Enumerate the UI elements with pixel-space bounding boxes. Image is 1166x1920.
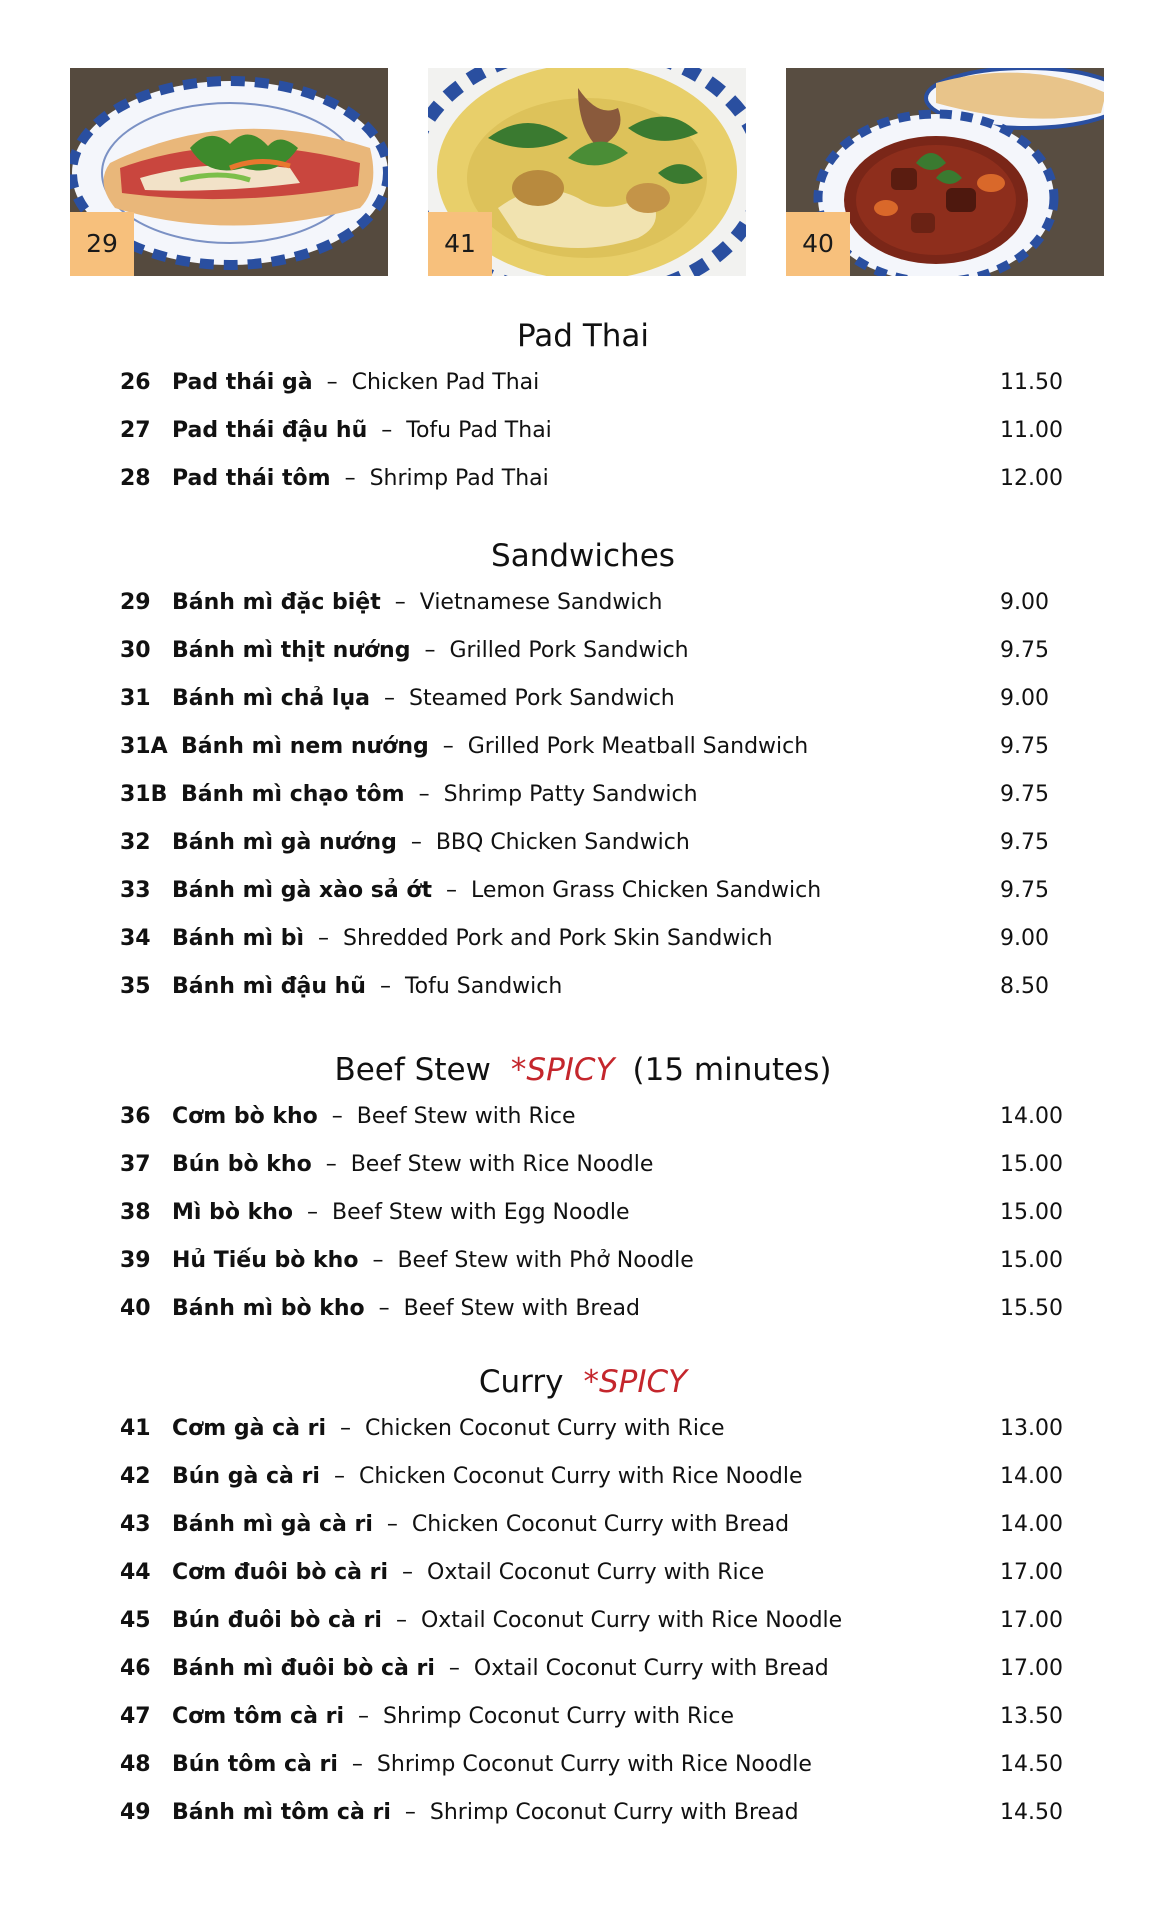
item-number: 49 — [120, 1800, 151, 1825]
item-price: 11.00 — [1000, 418, 1063, 443]
menu-item — [120, 682, 1060, 716]
item-number: 41 — [120, 1416, 151, 1441]
photo-badge: 41 — [428, 212, 492, 276]
menu-item — [120, 970, 1060, 1004]
menu-item — [120, 1748, 1063, 1782]
item-vietnamese-name: Bánh mì gà cà ri — [172, 1512, 373, 1537]
item-price: 13.00 — [1000, 1416, 1063, 1441]
item-english-name: Grilled Pork Meatball Sandwich — [467, 734, 809, 759]
item-english-name: Steamed Pork Sandwich — [408, 686, 675, 711]
item-separator: – — [402, 1560, 414, 1585]
item-vietnamese-name: Bún đuôi bò cà ri — [172, 1608, 382, 1633]
section-title-beef-stew — [0, 1050, 1166, 1090]
spicy-label: *SPICY — [583, 1364, 688, 1400]
section-title-sandwiches — [0, 536, 1166, 576]
item-separator: – — [325, 1152, 337, 1177]
item-number: 43 — [120, 1512, 151, 1537]
item-separator: – — [326, 370, 338, 395]
item-english-name: Shrimp Patty Sandwich — [443, 782, 698, 807]
menu-item — [120, 1604, 1063, 1638]
item-name — [172, 1292, 640, 1326]
photo-strip — [70, 68, 1104, 276]
item-english-name: Beef Stew with Phở Noodle — [397, 1248, 694, 1273]
item-name — [172, 1796, 799, 1830]
item-separator: – — [344, 466, 356, 491]
item-number: 48 — [120, 1752, 151, 1777]
item-price: 13.50 — [1000, 1704, 1063, 1729]
item-english-name: BBQ Chicken Sandwich — [435, 830, 690, 855]
item-number: 35 — [120, 974, 151, 999]
item-price: 14.00 — [1000, 1104, 1063, 1129]
item-price: 15.00 — [1000, 1152, 1063, 1177]
item-price: 14.50 — [1000, 1752, 1063, 1777]
menu-item — [120, 1292, 1063, 1326]
menu-item — [120, 922, 1060, 956]
item-number: 38 — [120, 1200, 151, 1225]
photo-badge: 29 — [70, 212, 134, 276]
menu-item — [120, 778, 1060, 812]
item-separator: – — [381, 418, 393, 443]
item-vietnamese-name: Bánh mì gà xào sả ớt — [172, 878, 433, 903]
item-vietnamese-name: Bánh mì nem nướng — [181, 734, 429, 759]
item-price: 17.00 — [1000, 1656, 1063, 1681]
item-english-name: Vietnamese Sandwich — [419, 590, 663, 615]
item-name — [172, 1652, 829, 1686]
item-price: 15.00 — [1000, 1248, 1063, 1273]
item-english-name: Tofu Sandwich — [404, 974, 563, 999]
item-name — [172, 1460, 802, 1494]
item-english-name: Chicken Coconut Curry with Rice Noodle — [358, 1464, 803, 1489]
item-separator: – — [378, 1296, 390, 1321]
menu-item — [120, 874, 1060, 908]
item-vietnamese-name: Cơm gà cà ri — [172, 1416, 327, 1441]
menu-item — [120, 1100, 1063, 1134]
item-vietnamese-name: Pad thái đậu hũ — [172, 418, 368, 443]
item-number: 45 — [120, 1608, 151, 1633]
item-english-name: Chicken Pad Thai — [351, 370, 540, 395]
menu-item — [120, 1508, 1063, 1542]
item-name — [172, 366, 539, 400]
item-name — [172, 826, 690, 860]
menu-item — [120, 730, 1060, 764]
item-name — [181, 730, 808, 764]
item-vietnamese-name: Pad thái gà — [172, 370, 313, 395]
section-title-text: Pad Thai — [516, 318, 650, 354]
item-price: 14.50 — [1000, 1800, 1063, 1825]
item-separator: – — [307, 1200, 319, 1225]
item-separator: – — [404, 1800, 416, 1825]
item-price: 9.00 — [1000, 590, 1049, 615]
menu-item — [120, 1556, 1063, 1590]
item-separator: – — [395, 1608, 407, 1633]
item-separator: – — [333, 1464, 345, 1489]
beef-stew-photo — [786, 68, 1104, 276]
menu-item — [120, 826, 1060, 860]
item-number: 26 — [120, 370, 151, 395]
menu-item — [120, 366, 1063, 400]
menu-item — [120, 634, 1060, 668]
item-english-name: Beef Stew with Rice — [356, 1104, 576, 1129]
menu-item — [120, 1700, 1063, 1734]
item-number: 30 — [120, 638, 151, 663]
item-name — [172, 414, 552, 448]
banh-mi-photo — [70, 68, 388, 276]
item-name — [172, 1412, 725, 1446]
item-number: 31 — [120, 686, 151, 711]
item-separator: – — [372, 1248, 384, 1273]
item-price: 9.00 — [1000, 926, 1049, 951]
item-price: 14.00 — [1000, 1464, 1063, 1489]
item-separator: – — [318, 926, 330, 951]
item-vietnamese-name: Bún gà cà ri — [172, 1464, 320, 1489]
item-vietnamese-name: Bánh mì tôm cà ri — [172, 1800, 391, 1825]
item-english-name: Shrimp Pad Thai — [369, 466, 549, 491]
item-price: 9.75 — [1000, 878, 1049, 903]
item-vietnamese-name: Hủ Tiếu bò kho — [172, 1248, 359, 1273]
item-number: 27 — [120, 418, 151, 443]
menu-item — [120, 586, 1060, 620]
item-price: 15.00 — [1000, 1200, 1063, 1225]
item-vietnamese-name: Cơm tôm cà ri — [172, 1704, 344, 1729]
item-separator: – — [424, 638, 436, 663]
item-english-name: Beef Stew with Rice Noodle — [350, 1152, 654, 1177]
item-separator: – — [340, 1416, 352, 1441]
item-vietnamese-name: Bánh mì thịt nướng — [172, 638, 411, 663]
section-title-pad-thai — [0, 316, 1166, 356]
item-english-name: Shrimp Coconut Curry with Bread — [429, 1800, 799, 1825]
item-separator: – — [448, 1656, 460, 1681]
item-vietnamese-name: Bánh mì chạo tôm — [181, 782, 405, 807]
item-name — [172, 970, 562, 1004]
item-price: 12.00 — [1000, 466, 1063, 491]
item-name — [172, 1508, 789, 1542]
item-vietnamese-name: Bánh mì đặc biệt — [172, 590, 381, 615]
item-number: 40 — [120, 1296, 151, 1321]
item-separator: – — [379, 974, 391, 999]
item-english-name: Lemon Grass Chicken Sandwich — [471, 878, 822, 903]
section-title-text: Sandwiches — [491, 538, 675, 574]
item-name — [172, 462, 549, 496]
item-name — [172, 922, 773, 956]
section-title-text: Beef Stew — [334, 1052, 491, 1088]
item-number: 47 — [120, 1704, 151, 1729]
menu-item — [120, 1796, 1063, 1830]
item-vietnamese-name: Bánh mì gà nướng — [172, 830, 397, 855]
item-price: 14.00 — [1000, 1512, 1063, 1537]
item-vietnamese-name: Bún tôm cà ri — [172, 1752, 338, 1777]
item-separator: – — [446, 878, 458, 903]
menu-item — [120, 414, 1063, 448]
menu-item — [120, 1244, 1063, 1278]
menu-item — [120, 462, 1063, 496]
item-vietnamese-name: Cơm bò kho — [172, 1104, 318, 1129]
item-vietnamese-name: Bánh mì chả lụa — [172, 686, 370, 711]
item-name — [172, 1604, 842, 1638]
item-number: 44 — [120, 1560, 151, 1585]
item-name — [172, 1748, 812, 1782]
item-price: 9.00 — [1000, 686, 1049, 711]
item-vietnamese-name: Bánh mì đậu hũ — [172, 974, 366, 999]
item-number: 42 — [120, 1464, 151, 1489]
item-name — [172, 1700, 734, 1734]
item-number: 37 — [120, 1152, 151, 1177]
item-separator: – — [386, 1512, 398, 1537]
item-separator: – — [351, 1752, 363, 1777]
item-english-name: Beef Stew with Egg Noodle — [332, 1200, 630, 1225]
item-english-name: Oxtail Coconut Curry with Bread — [473, 1656, 829, 1681]
item-separator: – — [358, 1704, 369, 1729]
item-number: 31A — [120, 734, 168, 759]
wait-time-note: (15 minutes) — [632, 1052, 832, 1088]
item-vietnamese-name: Mì bò kho — [172, 1200, 294, 1225]
menu-item — [120, 1412, 1063, 1446]
item-english-name: Shredded Pork and Pork Skin Sandwich — [343, 926, 773, 951]
item-name — [181, 778, 698, 812]
item-english-name: Oxtail Coconut Curry with Rice Noodle — [420, 1608, 843, 1633]
item-separator: – — [418, 782, 430, 807]
item-number: 46 — [120, 1656, 151, 1681]
item-english-name: Chicken Coconut Curry with Rice — [365, 1416, 725, 1441]
spicy-label: *SPICY — [510, 1052, 615, 1088]
item-number: 32 — [120, 830, 151, 855]
photo-badge: 40 — [786, 212, 850, 276]
item-name — [172, 1556, 764, 1590]
item-vietnamese-name: Bánh mì bì — [172, 926, 305, 951]
item-name — [172, 682, 675, 716]
section-title-curry — [0, 1362, 1166, 1402]
item-vietnamese-name: Bánh mì đuôi bò cà ri — [172, 1656, 435, 1681]
item-price: 17.00 — [1000, 1560, 1063, 1585]
item-number: 31B — [120, 782, 168, 807]
curry-photo — [428, 68, 746, 276]
item-separator: – — [394, 590, 406, 615]
menu-item — [120, 1652, 1063, 1686]
item-number: 36 — [120, 1104, 151, 1129]
item-number: 29 — [120, 590, 151, 615]
item-name — [172, 1196, 630, 1230]
item-price: 9.75 — [1000, 638, 1049, 663]
item-name — [172, 1244, 694, 1278]
item-price: 9.75 — [1000, 782, 1049, 807]
item-english-name: Beef Stew with Bread — [403, 1296, 640, 1321]
item-english-name: Chicken Coconut Curry with Bread — [411, 1512, 790, 1537]
item-number: 39 — [120, 1248, 151, 1273]
item-name — [172, 634, 689, 668]
menu-item — [120, 1460, 1063, 1494]
menu-item — [120, 1148, 1063, 1182]
item-english-name: Oxtail Coconut Curry with Rice — [427, 1560, 765, 1585]
item-price: 15.50 — [1000, 1296, 1063, 1321]
item-vietnamese-name: Bún bò kho — [172, 1152, 312, 1177]
menu-item — [120, 1196, 1063, 1230]
section-title-text: Curry — [478, 1364, 564, 1400]
item-price: 9.75 — [1000, 734, 1049, 759]
item-english-name: Shrimp Coconut Curry with Rice Noodle — [376, 1752, 812, 1777]
item-english-name: Tofu Pad Thai — [406, 418, 552, 443]
item-english-name: Shrimp Coconut Curry with Rice — [383, 1704, 735, 1729]
item-english-name: Grilled Pork Sandwich — [449, 638, 689, 663]
item-number: 28 — [120, 466, 151, 491]
item-name — [172, 874, 821, 908]
item-number: 34 — [120, 926, 151, 951]
item-separator: – — [331, 1104, 343, 1129]
item-vietnamese-name: Bánh mì bò kho — [172, 1296, 365, 1321]
item-separator: – — [410, 830, 422, 855]
item-price: 11.50 — [1000, 370, 1063, 395]
item-price: 17.00 — [1000, 1608, 1063, 1633]
item-name — [172, 586, 662, 620]
item-price: 9.75 — [1000, 830, 1049, 855]
item-name — [172, 1148, 653, 1182]
item-number: 33 — [120, 878, 151, 903]
item-vietnamese-name: Cơm đuôi bò cà ri — [172, 1560, 389, 1585]
item-vietnamese-name: Pad thái tôm — [172, 466, 331, 491]
item-separator: – — [442, 734, 454, 759]
item-separator: – — [383, 686, 395, 711]
item-price: 8.50 — [1000, 974, 1049, 999]
item-name — [172, 1100, 576, 1134]
